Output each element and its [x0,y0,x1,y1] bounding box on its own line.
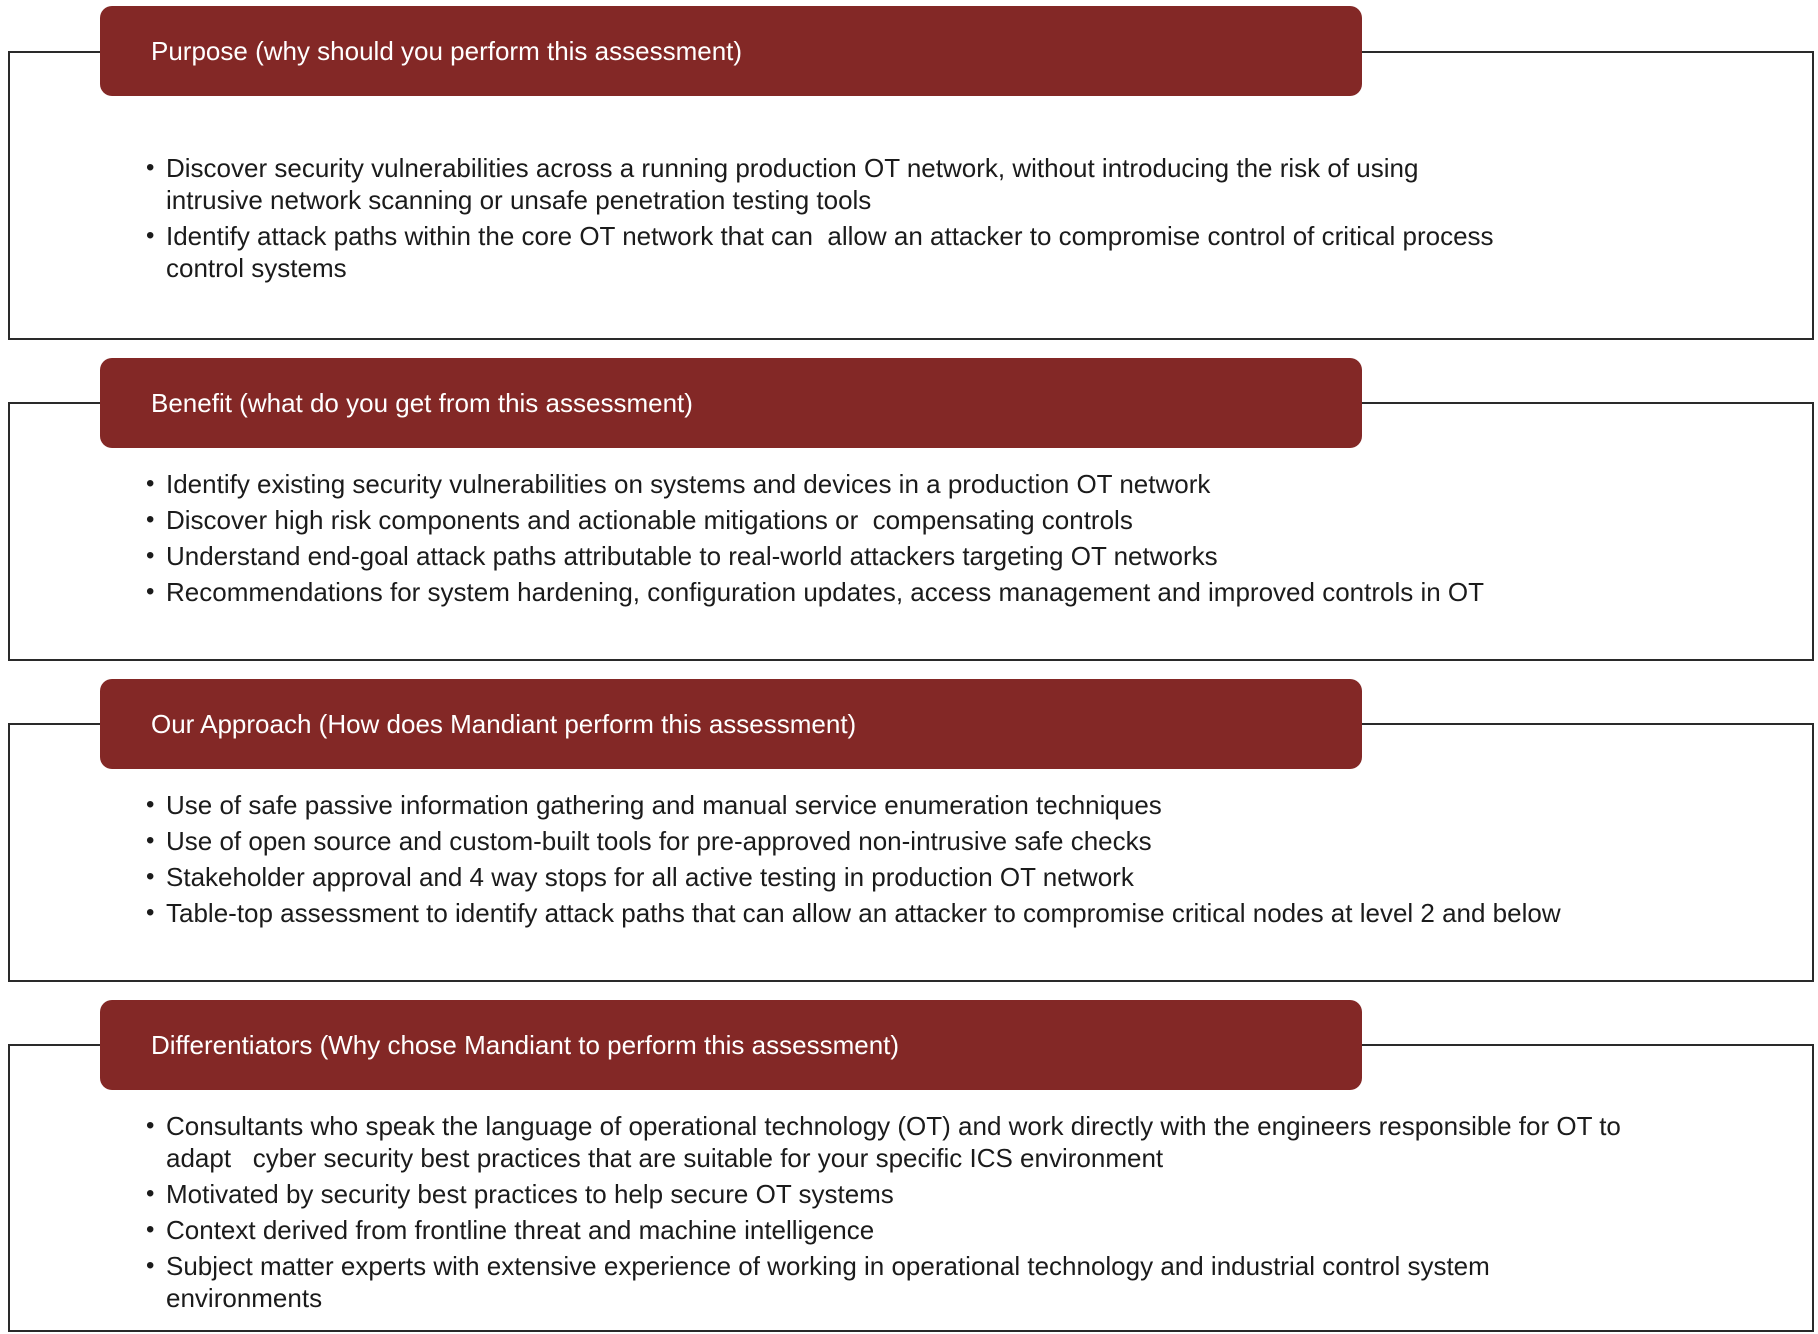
list-item: • Table-top assessment to identify attack paths that can allow an attacker to compromise critical nodes at level 2 and below [0,897,1700,929]
list-item: • Discover security vulnerabilities across a running production OT network, without introducing the risk of using intrusive network scanning or unsafe penetration testing tools [0,152,1520,216]
list-item: • Recommendations for system hardening, configuration updates, access management and improved controls in OT [0,576,1700,608]
list-item: • Understand end-goal attack paths attributable to real-world attackers targeting OT networks [0,540,1700,572]
list-item: • Motivated by security best practices to help secure OT systems [0,1178,1520,1210]
benefit-section-header: Benefit (what do you get from this assessment) [100,358,1362,448]
list-item: • Context derived from frontline threat and machine intelligence [0,1214,1520,1246]
list-item: • Consultants who speak the language of operational technology (OT) and work directly with the engineers responsible for OT to adapt cyber security best practices that are suitable for your specific ICS environment [0,1110,1690,1174]
list-item: • Identify attack paths within the core OT network that can allow an attacker to compromise control of critical process control systems [0,220,1520,284]
list-item: • Discover high risk components and actionable mitigations or compensating controls [0,504,1700,536]
purpose-list [0,152,1700,284]
approach-section-header: Our Approach (How does Mandiant perform this assessment) [100,679,1362,769]
approach-list [0,789,1700,929]
benefit-list [0,468,1700,608]
list-item: • Identify existing security vulnerabilities on systems and devices in a production OT network [0,468,1700,500]
list-item: • Use of open source and custom-built tools for pre-approved non-intrusive safe checks [0,825,1700,857]
purpose-section-header: Purpose (why should you perform this assessment) [100,6,1362,96]
list-item: • Use of safe passive information gathering and manual service enumeration techniques [0,789,1700,821]
list-item: • Subject matter experts with extensive experience of working in operational technology and industrial control system environments [0,1250,1520,1314]
differentiators-section-header: Differentiators (Why chose Mandiant to perform this assessment) [100,1000,1362,1090]
differentiators-list [0,1110,1700,1314]
list-item: • Stakeholder approval and 4 way stops for all active testing in production OT network [0,861,1700,893]
